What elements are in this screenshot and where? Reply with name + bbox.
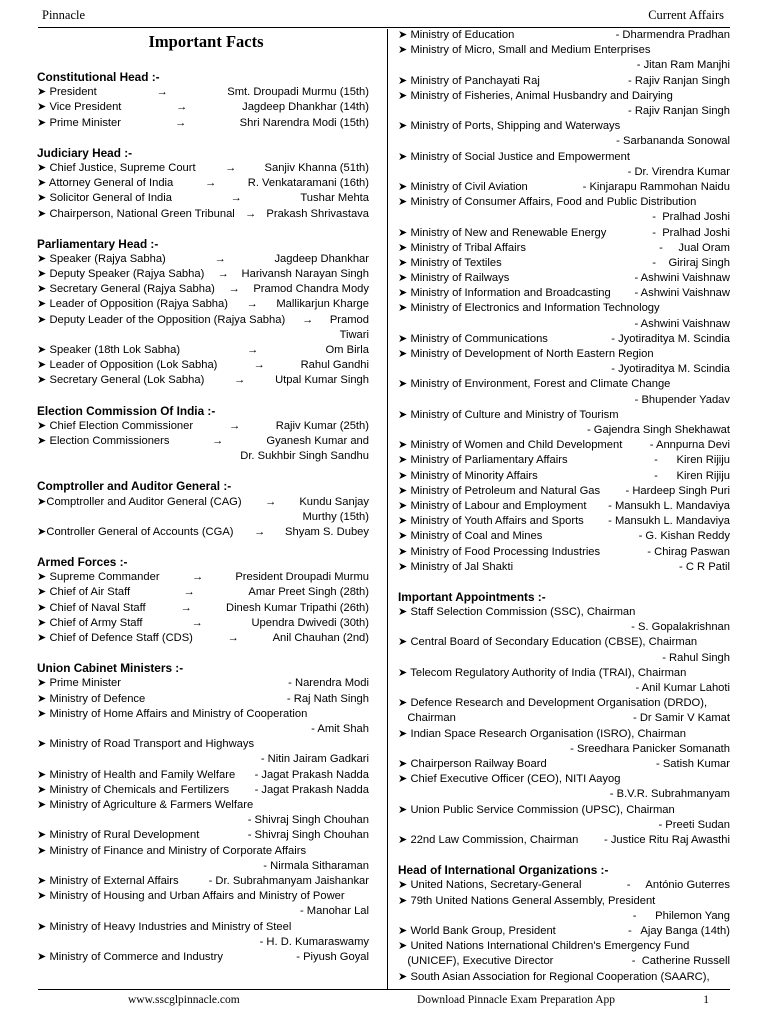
section-heading: Comptroller and Auditor General :- xyxy=(37,479,232,494)
fact-label: ➤ Leader of Opposition (Lok Sabha) xyxy=(37,359,218,372)
fact-label: ➤ Ministry of Panchayati Raj xyxy=(398,74,540,87)
fact-value: - Jitan Ram Manjhi xyxy=(636,59,730,72)
arrow-icon: → xyxy=(227,632,239,645)
section-heading: Important Appointments :- xyxy=(398,589,546,604)
fact-value: - Rajiv Ranjan Singh xyxy=(628,104,730,117)
fact-value: - Dr Samir V Kamat xyxy=(633,712,730,725)
fact-label: ➤ Ministry of Fisheries, Animal Husbandry and Dairying xyxy=(398,89,673,102)
fact-label: ➤ Chief of Air Staff xyxy=(37,586,131,599)
fact-value: Utpal Kumar Singh xyxy=(275,374,369,387)
fact-row xyxy=(37,768,369,783)
fact-row xyxy=(37,889,369,919)
arrow-icon: → xyxy=(205,177,217,190)
fact-row xyxy=(398,514,730,529)
fact-row xyxy=(398,408,730,438)
fact-value: Shyam S. Dubey xyxy=(285,525,369,538)
fact-row xyxy=(398,180,730,195)
fact-row xyxy=(37,85,369,100)
fact-label: ➤ Ministry of Health and Family Welfare xyxy=(37,768,236,781)
section-heading: Armed Forces :- xyxy=(37,555,128,570)
fact-value: - Amit Shah xyxy=(311,722,369,735)
arrow-icon: → xyxy=(302,313,314,326)
fact-row xyxy=(398,150,730,180)
fact-row xyxy=(37,191,369,206)
fact-row xyxy=(37,176,369,191)
fact-row xyxy=(37,692,369,707)
fact-value: - Annpurna Devi xyxy=(649,439,730,452)
fact-value: Harivansh Narayan Singh xyxy=(241,268,369,281)
arrow-icon: → xyxy=(254,525,266,538)
fact-value: Sanjiv Khanna (51th) xyxy=(264,161,369,174)
fact-value: - Shivraj Singh Chouhan xyxy=(247,829,369,842)
fact-value: - António Guterres xyxy=(626,879,730,892)
fact-row xyxy=(37,874,369,889)
fact-label: ➤ South Asian Association for Regional Cooperation (SAARC), xyxy=(398,970,710,983)
fact-value: - Giriraj Singh xyxy=(652,256,730,269)
fact-label: ➤ Secretary General (Rajya Sabha) xyxy=(37,283,215,296)
arrow-icon: → xyxy=(156,86,168,99)
fact-row xyxy=(398,332,730,347)
fact-label: ➤ Solicitor General of India xyxy=(37,192,172,205)
fact-row xyxy=(37,358,369,373)
fact-label: ➤ Prime Minister xyxy=(37,677,121,690)
fact-row xyxy=(37,676,369,691)
fact-value: - B.V.R. Subrahmanyam xyxy=(609,788,730,801)
fact-row xyxy=(37,585,369,600)
fact-row xyxy=(398,924,730,939)
fact-value: Murthy (15th) xyxy=(302,510,369,523)
fact-label: ➤ Ministry of Housing and Urban Affairs and Ministry of Power xyxy=(37,890,345,903)
fact-label: ➤ Ministry of Road Transport and Highways xyxy=(37,738,255,751)
fact-row xyxy=(37,525,369,540)
fact-row xyxy=(398,727,730,757)
fact-value: - Dharmendra Pradhan xyxy=(615,29,730,41)
fact-label: ➤ World Bank Group, President xyxy=(398,924,556,937)
fact-value: Shri Narendra Modi (15th) xyxy=(239,116,369,129)
fact-value: - H. D. Kumaraswamy xyxy=(259,935,369,948)
fact-value: - G. Kishan Reddy xyxy=(638,530,730,543)
fact-value: Rajiv Kumar (25th) xyxy=(275,419,369,432)
arrow-icon: → xyxy=(234,374,246,387)
fact-value: Tushar Mehta xyxy=(300,192,369,205)
fact-label: ➤ Ministry of Information and Broadcasting xyxy=(398,287,611,300)
arrow-icon: → xyxy=(245,207,257,220)
section-heading: Head of International Organizations :- xyxy=(398,863,609,878)
fact-value: - Manohar Lal xyxy=(299,905,369,918)
fact-value: Amar Preet Singh (28th) xyxy=(248,586,369,599)
fact-value: - Hardeep Singh Puri xyxy=(625,484,730,497)
fact-label: ➤ Central Board of Secondary Education (CBSE), Chairman xyxy=(398,636,698,649)
fact-label: ➤ Leader of Opposition (Rajya Sabha) xyxy=(37,298,228,311)
fact-value: - Jyotiraditya M. Scindia xyxy=(611,363,730,376)
section-heading: Election Commission Of India :- xyxy=(37,403,216,418)
fact-row xyxy=(398,74,730,89)
fact-value: Anil Chauhan (2nd) xyxy=(272,632,369,645)
fact-row xyxy=(398,484,730,499)
footer-rule xyxy=(38,989,730,990)
fact-value: - Ashwini Vaishnaw xyxy=(634,287,730,300)
fact-value: - Jual Oram xyxy=(659,241,730,254)
fact-row xyxy=(398,301,730,331)
fact-row xyxy=(398,666,730,696)
fact-label: ➤ Chief Election Commissioner xyxy=(37,419,194,432)
page-number: 1 xyxy=(703,994,709,1006)
fact-row xyxy=(398,195,730,225)
fact-row xyxy=(398,28,730,43)
fact-value: - Bhupender Yadav xyxy=(634,393,730,406)
fact-label: ➤ Ministry of Coal and Mines xyxy=(398,530,543,543)
footer-app-promo: Download Pinnacle Exam Preparation App xyxy=(417,994,616,1006)
fact-label: ➤ Ministry of Women and Child Development xyxy=(398,439,623,452)
fact-value: - C R Patil xyxy=(679,560,730,573)
fact-label: ➤Controller General of Accounts (CGA) xyxy=(37,525,234,538)
fact-value: - Catherine Russell xyxy=(631,955,730,968)
fact-value: Pramod Chandra Mody xyxy=(253,283,369,296)
fact-label: ➤ Union Public Service Commission (UPSC), Chairman xyxy=(398,803,675,816)
arrow-icon: → xyxy=(230,192,242,205)
fact-row xyxy=(37,343,369,358)
fact-row xyxy=(37,267,369,282)
fact-value: - Jagat Prakash Nadda xyxy=(254,783,369,796)
fact-label: ➤ Prime Minister xyxy=(37,116,121,129)
fact-label: ➤ Ministry of Environment, Forest and Climate Change xyxy=(398,378,671,391)
fact-value: - Narendra Modi xyxy=(288,677,369,690)
fact-value: Upendra Dwivedi (30th) xyxy=(251,616,369,629)
fact-row xyxy=(398,469,730,484)
fact-row xyxy=(398,772,730,802)
fact-label: ➤ United Nations International Children's Emergency Fund xyxy=(398,940,690,953)
section-heading: Union Cabinet Ministers :- xyxy=(37,661,184,676)
fact-row xyxy=(398,635,730,665)
fact-label: ➤ President xyxy=(37,86,97,99)
fact-value: - Ashwini Vaishnaw xyxy=(634,272,730,285)
fact-row xyxy=(398,696,730,726)
fact-label: ➤ Ministry of Heavy Industries and Ministry of Steel xyxy=(37,920,292,933)
fact-value: Tiwari xyxy=(339,328,369,341)
fact-label: ➤ Chief of Army Staff xyxy=(37,616,143,629)
fact-row xyxy=(398,878,730,893)
fact-value: - Mansukh L. Mandaviya xyxy=(608,499,730,512)
fact-value: - Mansukh L. Mandaviya xyxy=(608,515,730,528)
fact-row xyxy=(398,803,730,833)
fact-label: ➤ Ministry of Education xyxy=(398,29,515,41)
fact-label: ➤ Ministry of Home Affairs and Ministry of Cooperation xyxy=(37,707,308,720)
fact-row xyxy=(398,894,730,924)
fact-label: ➤ Ministry of Communications xyxy=(398,332,548,345)
fact-row xyxy=(398,377,730,407)
fact-row xyxy=(398,286,730,301)
fact-label: ➤ Ministry of Defence xyxy=(37,692,146,705)
fact-row xyxy=(398,43,730,73)
header-section: Current Affairs xyxy=(648,8,724,22)
fact-value: Jagdeep Dhankhar (14th) xyxy=(242,101,369,114)
fact-value: - Chirag Paswan xyxy=(647,545,730,558)
fact-label-continued: Chairman xyxy=(398,712,456,725)
fact-value: - Kiren Rijiju xyxy=(654,454,730,467)
fact-row xyxy=(398,271,730,286)
fact-value: Jagdeep Dhankhar xyxy=(274,252,369,265)
fact-label: ➤Comptroller and Auditor General (CAG) xyxy=(37,495,242,508)
fact-value: - Kiren Rijiju xyxy=(654,469,730,482)
fact-row xyxy=(37,570,369,585)
fact-value: President Droupadi Murmu xyxy=(235,571,369,584)
fact-row xyxy=(398,119,730,149)
fact-row xyxy=(37,920,369,950)
fact-value: R. Venkataramani (16th) xyxy=(247,177,369,190)
fact-label: ➤ Ministry of New and Renewable Energy xyxy=(398,226,607,239)
fact-row xyxy=(37,844,369,874)
fact-label: ➤ Ministry of Youth Affairs and Sports xyxy=(398,515,584,528)
fact-row xyxy=(398,347,730,377)
fact-label: ➤ United Nations, Secretary-General xyxy=(398,879,582,892)
fact-value: Prakash Shrivastava xyxy=(266,207,369,220)
fact-value: - Nitin Jairam Gadkari xyxy=(260,753,369,766)
fact-value: - Philemon Yang xyxy=(632,909,730,922)
fact-label: ➤ 22nd Law Commission, Chairman xyxy=(398,833,579,846)
arrow-icon: → xyxy=(265,495,277,508)
arrow-icon: → xyxy=(180,601,192,614)
fact-label: ➤ Ministry of Social Justice and Empowerment xyxy=(398,150,630,163)
fact-value: - Jagat Prakash Nadda xyxy=(254,768,369,781)
fact-value: Smt. Droupadi Murmu (15th) xyxy=(227,86,369,99)
arrow-icon: → xyxy=(191,616,203,629)
fact-row xyxy=(37,495,369,525)
fact-label: ➤ Indian Space Research Organisation (ISRO), Chairman xyxy=(398,727,686,740)
fact-label: ➤ Chief Executive Officer (CEO), NITI Aayog xyxy=(398,773,621,786)
fact-row xyxy=(398,89,730,119)
fact-label: ➤ Secretary General (Lok Sabha) xyxy=(37,374,205,387)
fact-row xyxy=(398,453,730,468)
arrow-icon: → xyxy=(214,252,226,265)
fact-label: ➤ Ministry of Civil Aviation xyxy=(398,180,528,193)
fact-label: ➤ Ministry of Food Processing Industries xyxy=(398,545,601,558)
arrow-icon: → xyxy=(229,419,241,432)
arrow-icon: → xyxy=(225,161,237,174)
arrow-icon: → xyxy=(247,344,259,357)
fact-value: - Pralhad Joshi xyxy=(652,211,730,224)
fact-row xyxy=(37,737,369,767)
fact-label: ➤ Ministry of Ports, Shipping and Waterways xyxy=(398,120,621,133)
fact-row xyxy=(37,783,369,798)
arrow-icon: → xyxy=(228,283,240,296)
fact-label: ➤ Telecom Regulatory Authority of India (TRAI), Chairman xyxy=(398,666,687,679)
fact-row xyxy=(37,419,369,434)
section-heading: Judiciary Head :- xyxy=(37,145,133,160)
fact-row xyxy=(398,529,730,544)
fact-label: ➤ Election Commissioners xyxy=(37,434,170,447)
fact-value: - Pralhad Joshi xyxy=(652,226,730,239)
left-column xyxy=(37,28,369,965)
section-heading: Parliamentary Head :- xyxy=(37,236,159,251)
fact-label: ➤ Speaker (Rajya Sabha) xyxy=(37,252,166,265)
fact-label: ➤ Ministry of Railways xyxy=(398,272,510,285)
fact-value: - Dr. Virendra Kumar xyxy=(627,165,730,178)
fact-label: ➤ Chairperson, National Green Tribunal xyxy=(37,207,235,220)
fact-row xyxy=(398,833,730,848)
fact-label: ➤ Deputy Leader of the Opposition (Rajya Sabha) xyxy=(37,313,286,326)
fact-value: - Justice Ritu Raj Awasthi xyxy=(603,833,730,846)
fact-value: Rahul Gandhi xyxy=(300,359,369,372)
fact-value: - Rahul Singh xyxy=(662,651,730,664)
fact-label: ➤ Ministry of Agriculture & Farmers Welfare xyxy=(37,798,254,811)
fact-label: ➤ Ministry of Consumer Affairs, Food and Public Distribution xyxy=(398,196,697,209)
fact-value: Kundu Sanjay xyxy=(299,495,369,508)
fact-row xyxy=(37,313,369,343)
fact-label: ➤ Vice President xyxy=(37,101,122,114)
arrow-icon: → xyxy=(183,586,195,599)
fact-value: Om Birla xyxy=(325,344,369,357)
fact-value: - S. Gopalakrishnan xyxy=(631,621,730,634)
fact-label: ➤ Ministry of Tribal Affairs xyxy=(398,241,526,254)
fact-row xyxy=(37,252,369,267)
arrow-icon: → xyxy=(217,268,229,281)
fact-value: - Nirmala Sitharaman xyxy=(263,859,369,872)
fact-label: ➤ Ministry of Rural Development xyxy=(37,829,200,842)
footer-website[interactable]: www.sscglpinnacle.com xyxy=(128,994,240,1006)
fact-label: ➤ Chief of Naval Staff xyxy=(37,601,146,614)
fact-label: ➤ Ministry of Development of North Eastern Region xyxy=(398,348,654,361)
fact-row xyxy=(398,438,730,453)
fact-row xyxy=(37,161,369,176)
fact-value: Pramod xyxy=(329,313,369,326)
arrow-icon: → xyxy=(246,298,258,311)
fact-label: ➤ Ministry of Commerce and Industry xyxy=(37,950,223,963)
fact-row xyxy=(398,605,730,635)
fact-value: - Shivraj Singh Chouhan xyxy=(247,814,369,827)
fact-row xyxy=(398,757,730,772)
fact-row xyxy=(398,560,730,575)
fact-value: Mallikarjun Kharge xyxy=(276,298,369,311)
fact-label: ➤ Ministry of External Affairs xyxy=(37,874,179,887)
arrow-icon: → xyxy=(176,101,188,114)
fact-value: Dr. Sukhbir Singh Sandhu xyxy=(240,450,369,463)
fact-label: ➤ Ministry of Petroleum and Natural Gas xyxy=(398,484,601,497)
fact-value: - Jyotiraditya M. Scindia xyxy=(611,332,730,345)
page-header xyxy=(42,8,724,24)
page-title: Important Facts xyxy=(148,32,264,51)
fact-label: ➤ Ministry of Labour and Employment xyxy=(398,499,587,512)
fact-value: - Piyush Goyal xyxy=(296,950,369,963)
fact-label: ➤ 79th United Nations General Assembly, President xyxy=(398,894,656,907)
fact-value: - Rajiv Ranjan Singh xyxy=(628,74,730,87)
fact-value: - Dr. Subrahmanyam Jaishankar xyxy=(208,874,369,887)
fact-row xyxy=(398,256,730,271)
fact-row xyxy=(37,116,369,131)
fact-value: - Gajendra Singh Shekhawat xyxy=(586,424,730,436)
arrow-icon: → xyxy=(253,359,265,372)
fact-label: ➤ Ministry of Finance and Ministry of Corporate Affairs xyxy=(37,844,307,857)
fact-value: - Raj Nath Singh xyxy=(286,692,369,705)
fact-row xyxy=(37,616,369,631)
fact-value: - Ashwini Vaishnaw xyxy=(634,317,730,330)
fact-label: ➤ Supreme Commander xyxy=(37,571,160,584)
fact-label: ➤ Ministry of Minority Affairs xyxy=(398,469,538,482)
fact-label: ➤ Staff Selection Commission (SSC), Chairman xyxy=(398,606,636,619)
fact-value: - Ajay Banga (14th) xyxy=(628,924,730,937)
fact-row xyxy=(37,434,369,464)
header-brand: Pinnacle xyxy=(42,8,86,22)
right-column xyxy=(398,28,730,985)
fact-row xyxy=(37,282,369,297)
fact-row xyxy=(37,828,369,843)
fact-row xyxy=(37,798,369,828)
arrow-icon: → xyxy=(212,434,224,447)
fact-row xyxy=(37,297,369,312)
fact-label: ➤ Deputy Speaker (Rajya Sabha) xyxy=(37,268,205,281)
fact-value: - Sarbananda Sonowal xyxy=(616,135,730,148)
fact-value: - Kinjarapu Rammohan Naidu xyxy=(582,180,730,193)
fact-label: ➤ Ministry of Culture and Ministry of Tourism xyxy=(398,408,619,421)
arrow-icon: → xyxy=(175,116,187,129)
fact-row xyxy=(37,707,369,737)
fact-row xyxy=(37,207,369,222)
fact-label: ➤ Speaker (18th Lok Sabha) xyxy=(37,344,181,357)
fact-label: ➤ Ministry of Textiles xyxy=(398,256,502,269)
fact-label: ➤ Chief Justice, Supreme Court xyxy=(37,161,196,174)
fact-label: ➤ Ministry of Electronics and Information Technology xyxy=(398,302,660,315)
fact-row xyxy=(37,100,369,115)
fact-value: - Preeti Sudan xyxy=(658,818,730,831)
fact-label: ➤ Ministry of Chemicals and Fertilizers xyxy=(37,783,230,796)
fact-label: ➤ Ministry of Micro, Small and Medium Enterprises xyxy=(398,44,651,57)
fact-value: - Sreedhara Panicker Somanath xyxy=(570,742,730,755)
fact-label-continued: (UNICEF), Executive Director xyxy=(398,955,554,968)
fact-row xyxy=(37,631,369,646)
arrow-icon: → xyxy=(192,571,204,584)
fact-label: ➤ Chairperson Railway Board xyxy=(398,758,547,771)
fact-row xyxy=(398,545,730,560)
fact-row xyxy=(37,950,369,965)
fact-row xyxy=(398,499,730,514)
fact-value: Dinesh Kumar Tripathi (26th) xyxy=(225,601,369,614)
fact-value: Gyanesh Kumar and xyxy=(266,434,369,447)
section-heading: Constitutional Head :- xyxy=(37,70,160,84)
fact-label: ➤ Ministry of Jal Shakti xyxy=(398,560,514,573)
fact-row xyxy=(398,226,730,241)
fact-value: - Anil Kumar Lahoti xyxy=(635,682,730,695)
fact-row xyxy=(398,241,730,256)
fact-label: ➤ Defence Research and Development Organisation (DRDO), xyxy=(398,697,708,710)
fact-label: ➤ Attorney General of India xyxy=(37,177,174,190)
fact-row xyxy=(398,939,730,969)
fact-value: - Satish Kumar xyxy=(656,758,730,771)
fact-label: ➤ Ministry of Parliamentary Affairs xyxy=(398,454,568,467)
fact-row xyxy=(37,373,369,388)
fact-row xyxy=(398,970,730,985)
fact-label: ➤ Chief of Defence Staff (CDS) xyxy=(37,632,193,645)
fact-row xyxy=(37,601,369,616)
column-divider xyxy=(387,29,388,989)
